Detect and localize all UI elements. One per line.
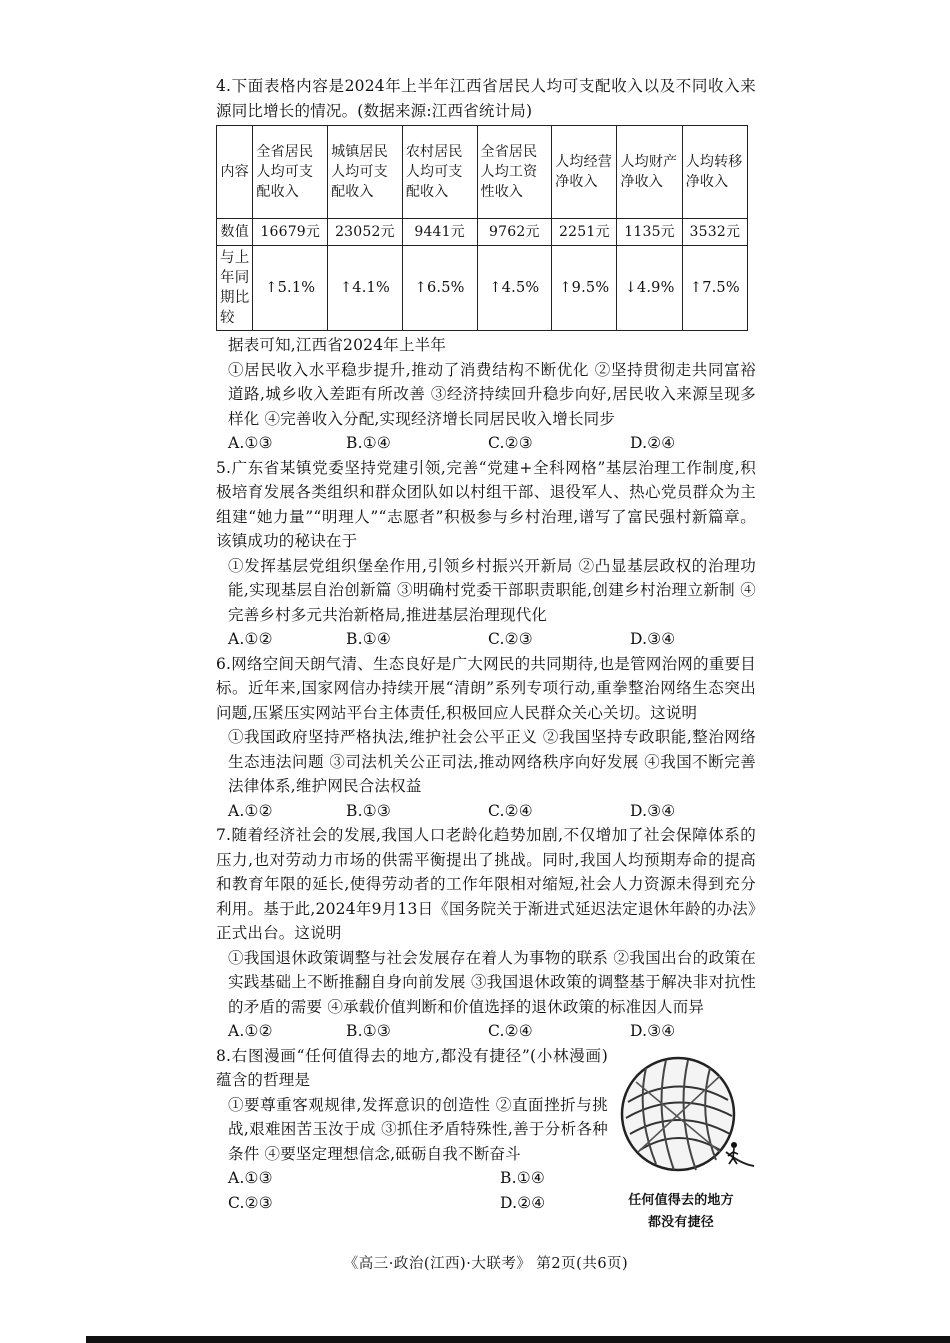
col-header: 全省居民人均工资性收入 xyxy=(477,126,552,219)
question-8-body: ①要尊重客观规律,发挥意识的创造性 ②直面挫折与挑战,艰难困苦玉汝于成 ③抓住矛盾特殊性,善于分析各种条件 ④要坚定理想信念,砥砺自我不断奋斗 xyxy=(228,1095,608,1163)
option-c: C.②④ xyxy=(488,801,533,820)
option-b: B.①④ xyxy=(346,434,391,452)
question-4-options xyxy=(216,431,756,456)
option-b: B.①③ xyxy=(346,801,391,820)
question-6-body: ①我国政府坚持严格执法,维护社会公平正义 ②我国坚持专政职能,整治网络生态违法问题 ③司法机关公正司法,推动网络秩序向好发展 ④我国不断完善法律体系,维护网民合法权益 xyxy=(228,728,756,795)
col-header: 人均经营净收入 xyxy=(552,126,617,219)
col-header: 全省居民人均可支配收入 xyxy=(253,126,328,219)
question-4-lead: 据表可知,江西省2024年上半年 xyxy=(228,336,447,354)
yarn-ball-comic-image xyxy=(616,1052,756,1180)
row-label-value: 数值 xyxy=(217,219,253,246)
table-cell: ↑6.5% xyxy=(402,246,477,331)
option-c: C.②③ xyxy=(488,630,533,648)
col-header: 人均转移净收入 xyxy=(682,126,747,219)
option-d: D.③④ xyxy=(630,630,676,648)
option-a: A.①② xyxy=(228,1022,273,1040)
table-cell: 9762元 xyxy=(477,219,552,246)
option-d: D.③④ xyxy=(630,801,676,820)
option-c: C.②③ xyxy=(488,434,533,452)
option-b: B.①④ xyxy=(346,630,391,648)
question-7-body: ①我国退休政策调整与社会发展存在着人为事物的联系 ②我国出台的政策在实践基础上不断推翻自身向前发展 ③我国退休政策的调整基于解决非对抗性的矛盾的需要 ④承载价值判断和价值选择的退休政策的标准因人而异 xyxy=(228,948,756,1016)
question-5-stem: 5.广东省某镇党委坚持党建引领,完善“党建+全科网格”基层治理工作制度,积极培育发展各类组织和群众团队如以村组干部、退役军人、热心党员群众为主组建“她力量”“明理人”“志愿者”积极参与乡村治理,谱写了富民强村新篇章。该镇成功的秘诀在于 xyxy=(216,458,756,550)
question-8 xyxy=(216,1044,756,1230)
table-cell: ↑5.1% xyxy=(253,246,328,331)
table-cell: 9441元 xyxy=(402,219,477,246)
table-header-row xyxy=(217,126,748,219)
question-6-stem: 6.网络空间天朗气清、生态良好是广大网民的共同期待,也是管网治网的重要目标。近年来,国家网信办持续开展“清朗”系列专项行动,重拳整治网络生态突出问题,压紧压实网站平台主体责任,积极回应人民群众关心关切。这说明 xyxy=(216,654,756,722)
table-cell: ↑7.5% xyxy=(682,246,747,331)
row-label-change: 与上年同期比较 xyxy=(217,246,253,331)
question-8-text xyxy=(216,1044,608,1167)
table-cell: 16679元 xyxy=(253,219,328,246)
option-b: B.①③ xyxy=(346,1022,391,1040)
option-a: A.①③ xyxy=(228,434,273,452)
comic-caption xyxy=(606,1190,756,1234)
col-header: 农村居民人均可支配收入 xyxy=(402,126,477,219)
option-d: D.②④ xyxy=(630,434,676,452)
page-footer: 《高三·政治(江西)·大联考》 第2页(共6页) xyxy=(343,1256,629,1272)
comic-caption-line-2: 都没有捷径 xyxy=(647,1214,714,1230)
table-cell: 3532元 xyxy=(682,219,747,246)
option-d: D.②④ xyxy=(500,1193,546,1212)
table-change-row xyxy=(217,246,748,331)
table-cell: ↑4.1% xyxy=(328,246,403,331)
col-header: 人均财产净收入 xyxy=(617,126,682,219)
question-7-stem: 7.随着经济社会的发展,我国人口老龄化趋势加剧,不仅增加了社会保障体系的压力,也对劳动力市场的供需平衡提出了挑战。同时,我国人均预期寿命的提高和教育年限的延长,使得劳动者的工作年限相对缩短,社会人力资源未得到充分利用。基于此,2024年9月13日《国务院关于渐进式延迟法定退休年龄的办法》正式出台。这说明 xyxy=(216,826,756,942)
option-a: A.①③ xyxy=(228,1169,273,1187)
table-cell: ↓4.9% xyxy=(617,246,682,331)
table-cell: ↑9.5% xyxy=(552,246,617,331)
question-6-options xyxy=(216,799,756,824)
question-5-options xyxy=(216,627,756,652)
row-label-content: 内容 xyxy=(217,126,253,219)
income-table xyxy=(216,125,748,331)
col-header: 城镇居民人均可支配收入 xyxy=(328,126,403,219)
table-cell: 2251元 xyxy=(552,219,617,246)
comic-caption-line-1: 任何值得去的地方 xyxy=(628,1192,734,1208)
bottom-border-bar xyxy=(86,1336,950,1343)
question-5-body: ①发挥基层党组织堡垒作用,引领乡村振兴开新局 ②凸显基层政权的治理功能,实现基层自治创新篇 ③明确村党委干部职责职能,创建乡村治理立新制 ④完善乡村多元共治新格局,推进基层治理现代化 xyxy=(228,556,756,624)
question-4-stem: 4.下面表格内容是2024年上半年江西省居民人均可支配收入以及不同收入来源同比增长的情况。(数据来源:江西省统计局) xyxy=(216,77,756,120)
option-d: D.③④ xyxy=(630,1022,676,1040)
question-8-stem: 8.右图漫画“任何值得去的地方,都没有捷径”(小林漫画)蕴含的哲理是 xyxy=(216,1046,608,1089)
table-cell: ↑4.5% xyxy=(477,246,552,331)
option-a: A.①② xyxy=(228,801,273,820)
table-cell: 23052元 xyxy=(328,219,403,246)
option-c: C.②④ xyxy=(488,1022,533,1040)
table-values-row xyxy=(217,219,748,246)
question-7-options xyxy=(216,1019,756,1044)
option-b: B.①④ xyxy=(500,1169,545,1187)
option-c: C.②③ xyxy=(228,1193,273,1212)
option-a: A.①② xyxy=(228,630,273,648)
table-cell: 1135元 xyxy=(617,219,682,246)
exam-page xyxy=(216,74,756,1230)
question-4-body: ①居民收入水平稳步提升,推动了消费结构不断优化 ②坚持贯彻走共同富裕道路,城乡收入差距有所改善 ③经济持续回升稳步向好,居民收入来源呈现多样化 ④完善收入分配,实现经济增长同居民收入增长同步 xyxy=(228,360,756,428)
